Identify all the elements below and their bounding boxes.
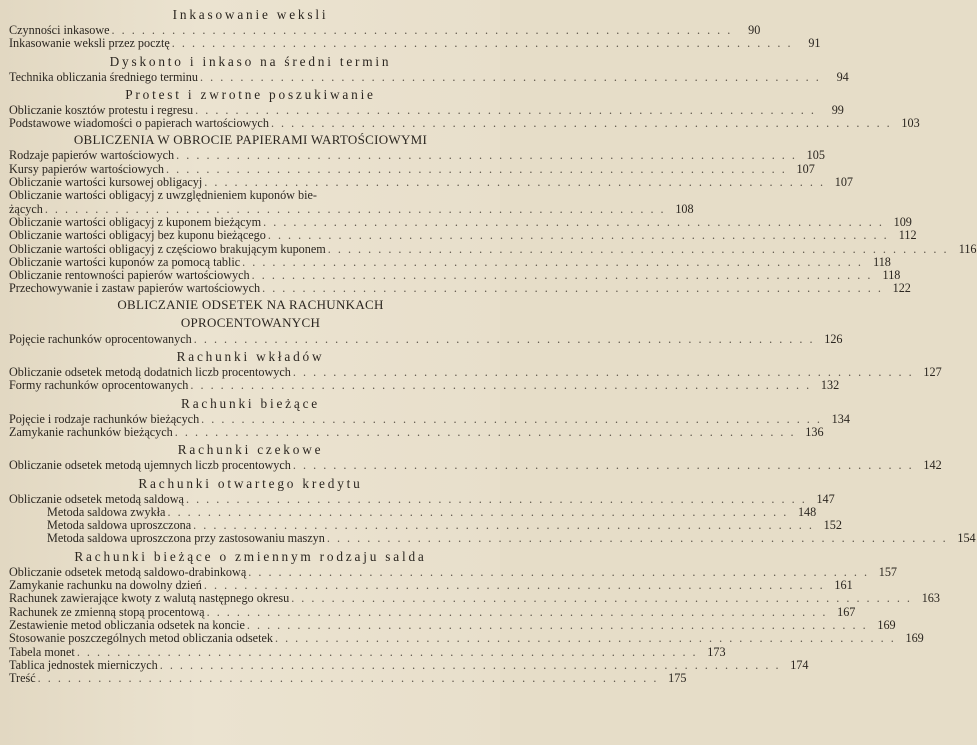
toc-entry[interactable] — [9, 657, 809, 672]
dot-leader — [205, 606, 830, 619]
toc-entry[interactable] — [9, 214, 912, 229]
dot-leader — [158, 659, 783, 672]
entry-title: Obliczanie wartości obligacyj z kuponem bieżącym — [9, 214, 262, 229]
entry-title: Kursy papierów wartościowych — [9, 161, 165, 176]
dot-leader — [192, 333, 817, 346]
entry-page-number: 152 — [823, 518, 842, 533]
dot-leader — [250, 269, 875, 282]
dot-leader — [246, 566, 871, 579]
entry-page-number: 127 — [923, 365, 942, 380]
toc-entry[interactable] — [9, 175, 854, 190]
dot-leader — [240, 256, 865, 269]
entry-page-number: 94 — [836, 69, 849, 84]
dot-leader — [289, 592, 914, 605]
entry-page-number: 90 — [748, 23, 761, 37]
section-heading: Protest i zwrotne poszukiwanie — [125, 86, 376, 102]
toc-entry[interactable] — [9, 671, 687, 686]
entry-title: Rodzaje papierów wartościowych — [9, 148, 175, 163]
entry-page-number: 147 — [816, 491, 835, 506]
toc-entry[interactable] — [9, 564, 898, 579]
dot-leader — [266, 229, 891, 242]
dot-leader — [291, 366, 916, 379]
section-heading: Rachunki bieżące o zmiennym rodzaju salda — [74, 548, 427, 564]
toc-entry[interactable] — [9, 518, 842, 533]
toc-entry[interactable] — [9, 604, 856, 619]
entry-title: Inkasowanie weksli przez pocztę — [9, 36, 170, 51]
entry-page-number: 118 — [882, 268, 901, 283]
entry-page-number: 169 — [877, 617, 896, 632]
dot-leader — [188, 379, 813, 392]
section-heading: Inkasowanie weksli — [172, 7, 329, 22]
entry-title: Zamykanie rachunku na dowolny dzień — [9, 578, 202, 593]
entry-page-number: 108 — [675, 201, 694, 216]
entry-title: Obliczanie wartości obligacyj z uwzględnieniem kuponów bie- — [9, 188, 317, 203]
dot-leader — [326, 243, 951, 256]
dot-leader — [199, 413, 824, 426]
entry-page-number: 122 — [892, 281, 911, 296]
toc-entry[interactable] — [9, 148, 825, 163]
entry-page-number: 91 — [808, 36, 821, 51]
toc-entry[interactable] — [9, 161, 815, 176]
entry-title: Metoda saldowa uproszczona — [47, 518, 192, 533]
entry-page-number: 169 — [905, 631, 924, 646]
dot-leader — [198, 71, 823, 84]
entry-title: Tablica jednostek mierniczych — [9, 657, 158, 672]
toc-entry[interactable] — [9, 491, 835, 506]
entry-page-number: 163 — [921, 591, 940, 606]
dot-leader — [173, 426, 798, 439]
section-heading: Rachunki bieżące — [181, 395, 320, 411]
entry-title: Rachunek zawierające kwoty z walutą następnego okresu — [9, 591, 290, 606]
dot-leader — [184, 493, 809, 506]
toc-entry[interactable] — [9, 69, 849, 84]
dot-leader — [174, 149, 799, 162]
section-heading: Dyskonto i inkaso na średni termin — [109, 53, 392, 69]
toc-entry[interactable] — [9, 116, 920, 131]
toc-entry[interactable] — [9, 189, 492, 202]
entry-title: Metoda saldowa zwykła — [47, 504, 166, 519]
toc-entry[interactable] — [9, 281, 911, 296]
entry-page-number: 107 — [796, 161, 815, 176]
entry-page-number: 107 — [834, 175, 854, 190]
entry-title: Czynności inkasowe — [9, 23, 110, 37]
section-heading: OBLICZENIA W OBROCIE PAPIERAMI WARTOŚCIOWYMI — [73, 132, 428, 148]
entry-page-number: 148 — [797, 504, 817, 519]
entry-page-number: 167 — [837, 604, 856, 619]
entry-page-number: 109 — [893, 214, 912, 229]
toc-entry[interactable] — [9, 268, 901, 283]
toc-entry[interactable] — [9, 365, 942, 380]
entry-title: żących — [9, 201, 43, 216]
dot-leader — [191, 519, 816, 532]
toc-entry[interactable] — [9, 458, 942, 473]
dot-leader — [75, 646, 700, 659]
entry-page-number: 103 — [901, 116, 920, 131]
toc-entry[interactable] — [9, 578, 853, 593]
dot-leader — [170, 37, 795, 50]
entry-title: Obliczanie odsetek metodą ujemnych liczb procentowych — [9, 458, 291, 473]
toc-entry[interactable] — [9, 504, 817, 519]
entry-page-number: 134 — [831, 411, 850, 426]
entry-title: Zestawienie metod obliczania odsetek na koncie — [9, 617, 245, 632]
entry-title: Pojęcie i rodzaje rachunków bieżących — [9, 411, 200, 426]
entry-title: Technika obliczania średniego terminu — [9, 69, 198, 84]
entry-page-number: 157 — [878, 564, 898, 579]
entry-page-number: 154 — [957, 531, 976, 546]
entry-page-number: 99 — [831, 102, 844, 117]
entry-title: Zamykanie rachunków bieżących — [9, 424, 173, 439]
toc-entry[interactable] — [9, 102, 844, 117]
dot-leader — [110, 24, 735, 37]
toc-entry[interactable] — [9, 23, 761, 37]
entry-page-number: 116 — [958, 241, 977, 256]
toc-entry[interactable] — [9, 424, 824, 439]
entry-page-number: 126 — [824, 331, 843, 346]
entry-title: Obliczanie odsetek metodą dodatnich liczb procentowych — [9, 365, 291, 380]
dot-leader — [193, 104, 818, 117]
section-heading: Rachunki otwartego kredytu — [138, 475, 363, 491]
toc-entry[interactable] — [9, 617, 896, 632]
entry-title: Formy rachunków oprocentowanych — [9, 378, 189, 393]
entry-page-number: 118 — [873, 254, 891, 269]
dot-leader — [261, 216, 886, 229]
dot-leader — [202, 176, 827, 189]
entry-title: Przechowywanie i zastaw papierów wartościowych — [9, 281, 261, 296]
entry-page-number: 161 — [834, 578, 853, 593]
entry-page-number: 142 — [923, 458, 942, 473]
entry-title: Obliczanie odsetek metodą saldowo-drabinkową — [9, 564, 247, 579]
entry-page-number: 175 — [668, 671, 687, 686]
toc-entry[interactable] — [9, 254, 891, 269]
dot-leader — [273, 632, 898, 645]
entry-title: Metoda saldowa uproszczona przy zastosowaniu maszyn — [47, 531, 325, 546]
dot-leader — [245, 619, 870, 632]
section-heading: Rachunki czekowe — [177, 442, 324, 458]
entry-title: Obliczanie odsetek metodą saldową — [9, 491, 184, 506]
entry-title: Rachunek ze zmienną stopą procentową — [9, 604, 205, 619]
entry-title: Obliczanie wartości obligacyj z częściowo brakującym kuponem — [9, 241, 326, 256]
dot-leader — [202, 579, 827, 592]
toc-entry[interactable] — [9, 331, 843, 346]
toc-entry[interactable] — [9, 631, 924, 646]
entry-title: Obliczanie kosztów protestu i regresu — [9, 102, 194, 117]
dot-leader — [43, 203, 668, 216]
entry-page-number: 136 — [805, 424, 824, 439]
dot-leader — [164, 163, 789, 176]
dot-leader — [36, 672, 661, 685]
entry-page-number: 132 — [820, 378, 840, 393]
entry-page-number: 174 — [790, 657, 809, 672]
entry-page-number: 112 — [898, 228, 917, 243]
toc-entry[interactable] — [9, 378, 840, 393]
toc-entry[interactable] — [9, 36, 821, 51]
toc-entry[interactable] — [9, 644, 726, 659]
entry-title: Tabela monet — [9, 644, 75, 659]
section-heading: Rachunki wkładów — [176, 349, 325, 365]
toc-entry[interactable] — [9, 531, 976, 546]
dot-leader — [325, 532, 950, 545]
toc-entry[interactable] — [9, 411, 850, 426]
entry-title: Treść — [9, 671, 36, 686]
dot-leader — [291, 459, 916, 472]
dot-leader — [269, 117, 894, 130]
entry-title: Podstawowe wiadomości o papierach wartościowych — [9, 116, 269, 131]
entry-title: Obliczanie wartości obligacyj bez kuponu bieżącego — [9, 228, 266, 243]
toc-entry[interactable] — [9, 241, 977, 256]
entry-title: Stosowanie poszczególnych metod obliczania odsetek — [9, 631, 273, 646]
entry-title: Obliczanie wartości kuponów za pomocą tablic — [9, 254, 241, 269]
toc-entry[interactable] — [9, 591, 940, 606]
dot-leader — [165, 506, 790, 519]
entry-title: Obliczanie rentowności papierów wartościowych — [9, 268, 250, 283]
entry-title: Pojęcie rachunków oprocentowanych — [9, 331, 192, 346]
entry-page-number: 105 — [806, 148, 825, 163]
dot-leader — [260, 282, 885, 295]
entry-title: Obliczanie wartości kursowej obligacyj — [9, 175, 203, 190]
toc-entry[interactable] — [9, 201, 694, 216]
section-heading: OBLICZANIE ODSETEK NA RACHUNKACH OPROCENTOWANYCH — [117, 296, 384, 330]
toc-entry[interactable] — [9, 228, 917, 243]
entry-page-number: 173 — [707, 644, 726, 659]
